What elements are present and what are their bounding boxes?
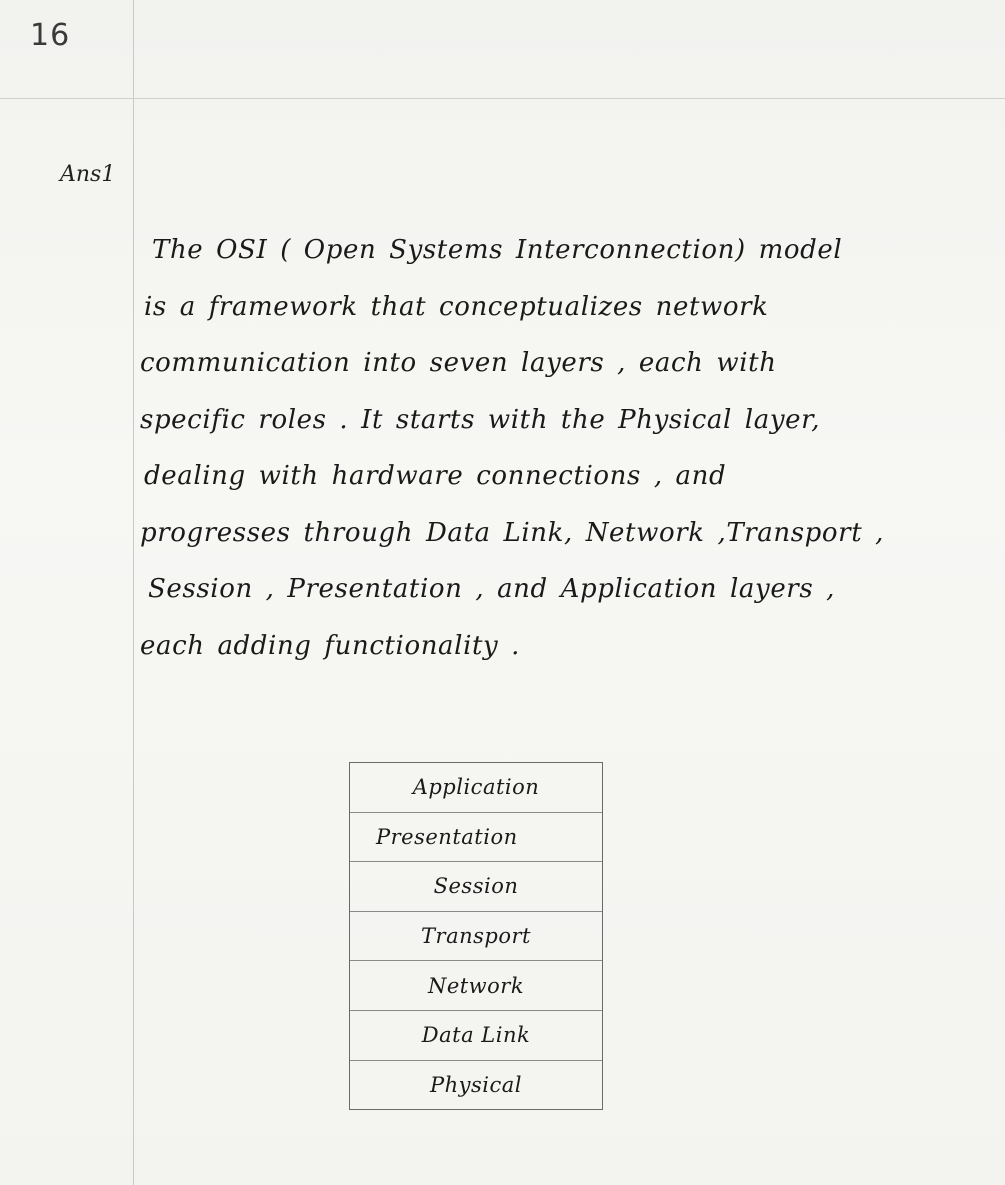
page-number: 16	[30, 18, 71, 53]
osi-layer-transport: Transport	[350, 912, 602, 962]
answer-line: each adding functionality .	[140, 630, 521, 661]
osi-layer-application: Application	[350, 763, 602, 813]
answer-line: dealing with hardware connections , and	[144, 461, 727, 491]
osi-layer-data-link: Data Link	[350, 1011, 602, 1061]
osi-layer-presentation: Presentation	[350, 813, 602, 863]
answer-line: communication into seven layers , each with	[140, 348, 777, 378]
answer-line: is a framework that conceptualizes network	[144, 291, 769, 322]
osi-layer-session: Session	[350, 862, 602, 912]
osi-layer-network: Network	[350, 961, 602, 1011]
osi-layer-diagram	[349, 762, 603, 1110]
margin-rule	[133, 0, 134, 1185]
answer-line: Session , Presentation , and Application layers ,	[148, 574, 836, 604]
answer-line: progresses through Data Link, Network ,Transport ,	[140, 517, 884, 548]
answer-label: Ans1	[60, 162, 116, 187]
answer-line: The OSI ( Open Systems Interconnection) model	[152, 235, 843, 265]
osi-layer-physical: Physical	[429, 1072, 522, 1097]
header-rule	[0, 98, 1005, 99]
answer-line: specific roles . It starts with the Physical layer,	[140, 404, 821, 435]
answer-paragraph	[140, 222, 980, 674]
